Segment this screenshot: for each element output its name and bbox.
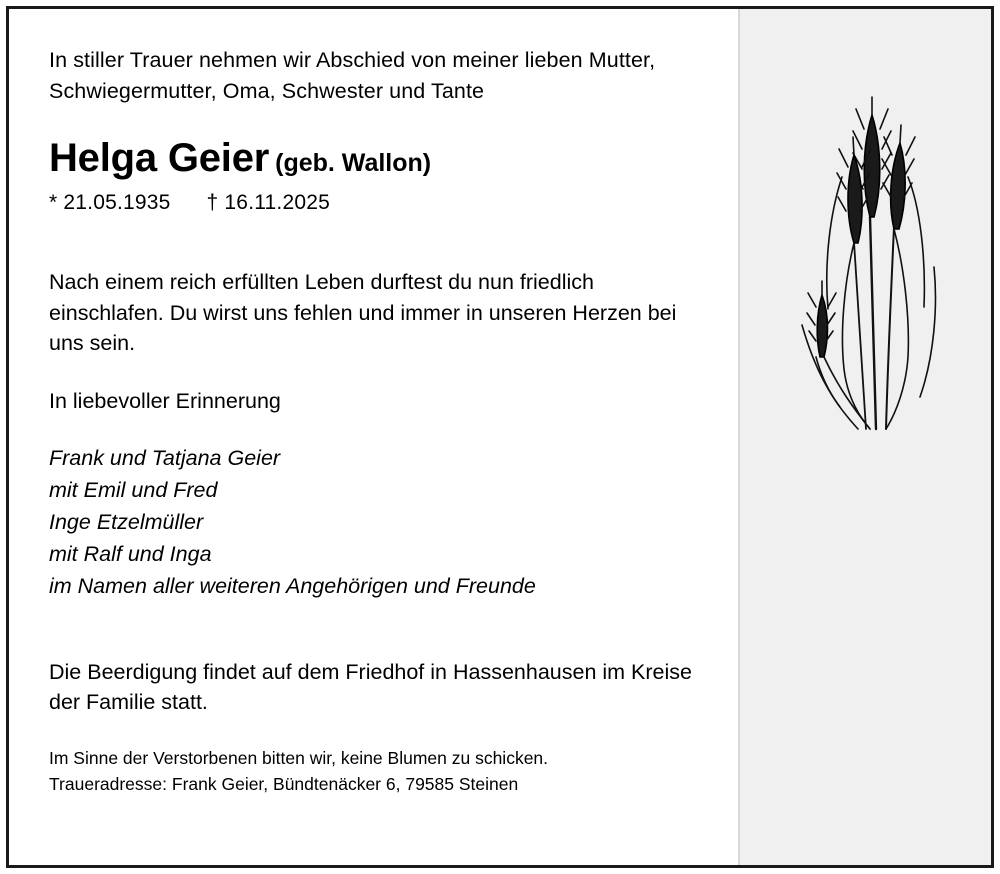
deceased-name: Helga Geier [49, 136, 270, 181]
list-item: Inge Etzelmüller [49, 509, 204, 534]
death-date: † 16.11.2025 [206, 191, 330, 215]
memory-line: In liebevoller Erinnerung [49, 388, 281, 413]
additional-notes [49, 745, 698, 798]
list-item: mit Ralf und Inga [49, 541, 212, 566]
name-block [49, 136, 698, 181]
flowers-note: Im Sinne der Verstorbenen bitten wir, keine Blumen zu schicken. [49, 747, 549, 768]
list-item: im Namen aller weiteren Angehörigen und Freunde [49, 573, 536, 598]
obituary-frame [6, 6, 994, 868]
decoration-panel [738, 9, 991, 865]
intro-text: In stiller Trauer nehmen wir Abschied von meiner lieben Mutter, Schwiegermutter, Oma, Schwester und Tante [49, 48, 656, 103]
wheat-sheaf-icon [758, 57, 973, 457]
funeral-info: Die Beerdigung findet auf dem Friedhof in Hassenhausen im Kreise der Familie statt. [49, 659, 692, 715]
memorial-verse: Nach einem reich erfüllten Leben durftest du nun friedlich einschlafen. Du wirst uns fehlen und immer in unseren Herzen bei uns sein. [49, 270, 677, 356]
mourners-list [49, 442, 698, 602]
condolence-address: Traueradresse: Frank Geier, Bündtenäcker 6, 79585 Steinen [49, 774, 519, 795]
obituary-text-column [9, 9, 738, 865]
birth-date: * 21.05.1935 [49, 191, 171, 215]
life-dates [49, 191, 698, 215]
maiden-name: (geb. Wallon) [275, 149, 432, 178]
list-item: Frank und Tatjana Geier [49, 445, 281, 470]
list-item: mit Emil und Fred [49, 477, 218, 502]
